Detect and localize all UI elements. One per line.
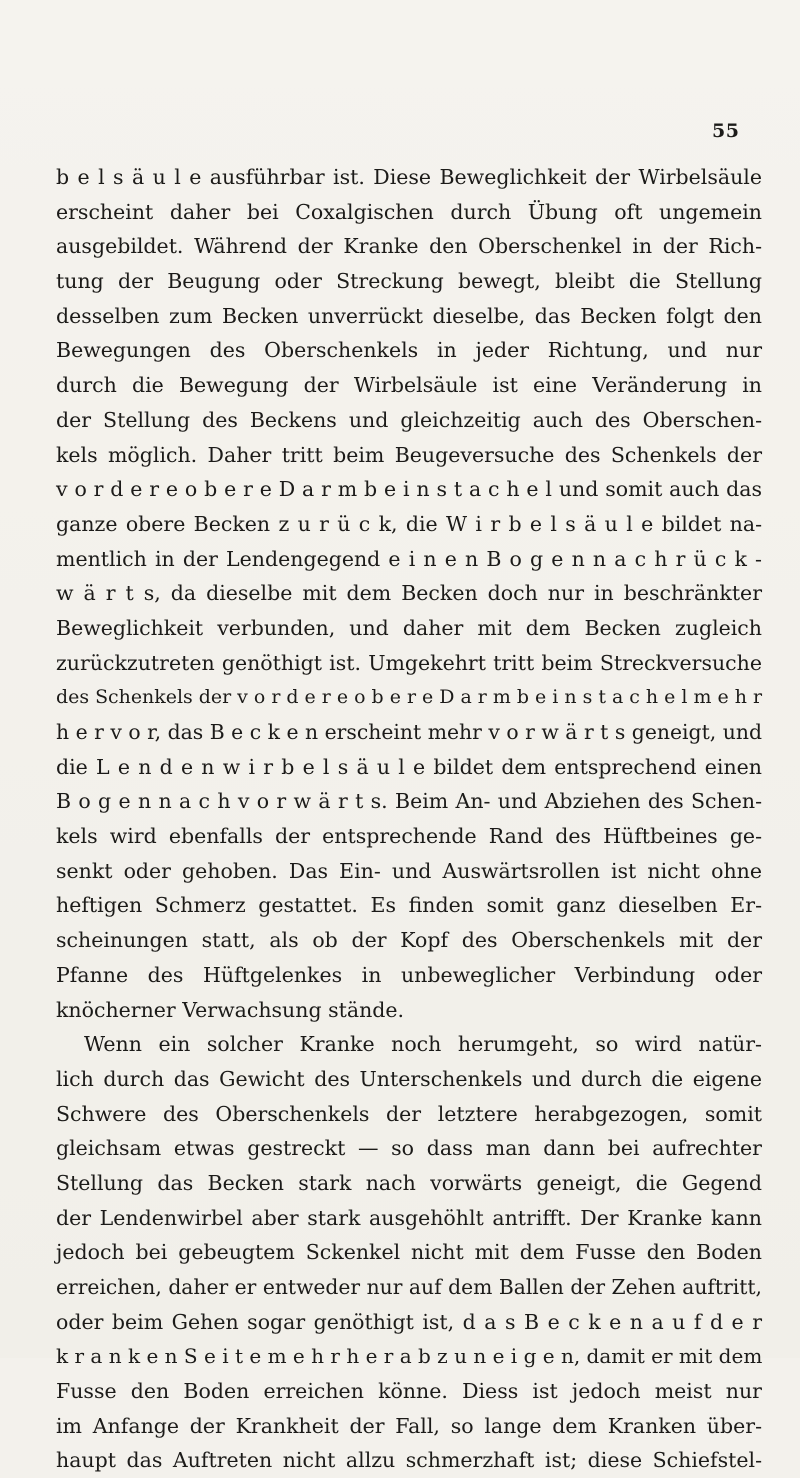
- text-line: haupt das Auftreten nicht allzu schmerzhaft ist; diese Schiefstel-: [56, 1448, 762, 1473]
- text-line: Schwere des Oberschenkels der letztere herabgezogen, somit: [56, 1101, 762, 1126]
- text-line: k r a n k e n S e i t e m e h r h e r a b z u n e i g e n, damit er mit dem: [56, 1344, 763, 1369]
- text-line: mentlich in der Lendengegend e i n e n B o g e n n a c h r ü c k -: [56, 546, 762, 571]
- text-line: w ä r t s, da dieselbe mit dem Becken doch nur in beschränkter: [56, 581, 762, 606]
- text-line: heftigen Schmerz gestattet. Es finden somit ganz dieselben Er-: [56, 893, 762, 918]
- text-line: ausgebildet. Während der Kranke den Oberschenkel in der Rich-: [56, 234, 762, 259]
- text-line: B o g e n n a c h v o r w ä r t s. Beim An- und Abziehen des Schen-: [56, 789, 762, 814]
- text-line: Bewegungen des Oberschenkels in jeder Richtung, und nur: [56, 338, 762, 363]
- text-line: im Anfange der Krankheit der Fall, so lange dem Kranken über-: [56, 1413, 762, 1438]
- text-line: der Stellung des Beckens und gleichzeitig auch des Oberschen-: [56, 407, 762, 432]
- text-line: Beweglichkeit verbunden, und daher mit dem Becken zugleich: [56, 615, 762, 640]
- text-line: b e l s ä u l e ausführbar ist. Diese Beweglichkeit der Wirbelsäule: [56, 165, 762, 189]
- text-line: des Schenkels der v o r d e r e o b e r e D a r m b e i n s t a c h e l m e h r: [56, 686, 762, 709]
- text-line: die L e n d e n w i r b e l s ä u l e bildet dem entsprechend einen: [56, 754, 762, 779]
- text-line: desselben zum Becken unverrückt dieselbe, das Becken folgt den: [56, 303, 762, 328]
- text-line: erreichen, daher er entweder nur auf dem Ballen der Zehen auftritt,: [56, 1275, 762, 1299]
- text-line: durch die Bewegung der Wirbelsäule ist eine Veränderung in: [56, 373, 762, 398]
- text-line: scheinungen statt, als ob der Kopf des Oberschenkels mit der: [56, 928, 762, 953]
- text-line: v o r d e r e o b e r e D a r m b e i n s t a c h e l und somit auch das: [56, 477, 762, 502]
- text-line: erscheint daher bei Coxalgischen durch Übung oft ungemein: [56, 199, 762, 224]
- text-line: zurückzutreten genöthigt ist. Umgekehrt tritt beim Streckversuche: [56, 650, 762, 675]
- text-line: kels wird ebenfalls der entsprechende Rand des Hüftbeines ge-: [56, 824, 762, 849]
- text-line: knöcherner Verwachsung stände.: [56, 997, 405, 1022]
- text-line: kels möglich. Daher tritt beim Beugeversuche des Schenkels der: [56, 442, 762, 467]
- body-text: [56, 160, 762, 1478]
- page-number: 55: [712, 120, 740, 142]
- text-line: jedoch bei gebeugtem Sckenkel nicht mit dem Fusse den Boden: [56, 1240, 762, 1265]
- text-line: Fusse den Boden erreichen könne. Diess ist jedoch meist nur: [56, 1379, 762, 1404]
- text-line: h e r v o r, das B e c k e n erscheint mehr v o r w ä r t s geneigt, und: [56, 720, 762, 744]
- paragraph-start-line: Wenn ein solcher Kranke noch herumgeht, so wird natür-: [84, 1032, 762, 1057]
- text-line: oder beim Gehen sogar genöthigt ist, d a s B e c k e n a u f d e r: [56, 1309, 762, 1334]
- text-line: der Lendenwirbel aber stark ausgehöhlt antrifft. Der Kranke kann: [56, 1205, 762, 1230]
- text-line: gleichsam etwas gestreckt — so dass man dann bei aufrechter: [56, 1136, 762, 1161]
- text-line: tung der Beugung oder Streckung bewegt, bleibt die Stellung: [56, 269, 762, 294]
- text-line: senkt oder gehoben. Das Ein- und Auswärtsrollen ist nicht ohne: [56, 858, 762, 883]
- text-line: ganze obere Becken z u r ü c k, die W i r b e l s ä u l e bildet na-: [56, 511, 762, 536]
- text-line: lich durch das Gewicht des Unterschenkels und durch die eigene: [56, 1066, 762, 1091]
- text-line: Pfanne des Hüftgelenkes in unbeweglicher Verbindung oder: [56, 962, 762, 987]
- text-line: Stellung das Becken stark nach vorwärts geneigt, die Gegend: [56, 1170, 762, 1195]
